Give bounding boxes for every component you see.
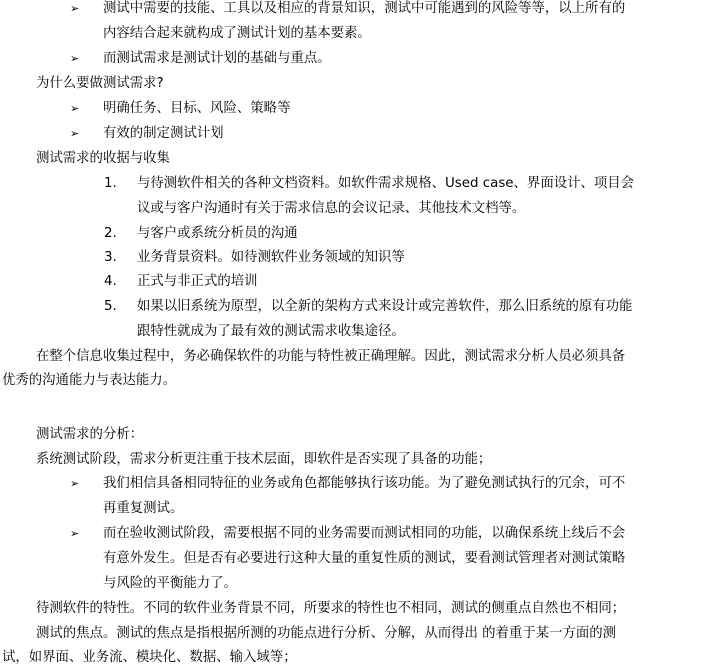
list-item-text: 与待测软件相关的各种文档资料。如软件需求规格、Used case、界面设计、项目会 [137, 176, 635, 191]
bullet-arrow-icon: ➢ [70, 102, 80, 115]
paragraph-text: 系统测试阶段，需求分析更注重于技术层面，即软件是否实现了具备的功能； [36, 452, 492, 467]
list-number: 3. [104, 250, 117, 265]
bullet-text: 内容结合起来就构成了测试计划的基本要素。 [103, 26, 371, 41]
bullet-arrow-icon: ➢ [70, 527, 80, 540]
bullet-text: 测试中需要的技能、工具以及相应的背景知识，测试中可能遇到的风险等等，以上所有的 [103, 1, 626, 16]
section-heading: 测试需求的收据与收集 [36, 151, 170, 166]
bullet-arrow-icon: ➢ [70, 477, 80, 490]
bullet-text: 明确任务、目标、风险、策略等 [103, 101, 291, 116]
paragraph-text: 待测软件的特性。不同的软件业务背景不同，所要求的特性也不相同，测试的侧重点自然也不相同； [36, 601, 626, 616]
section-heading: 测试需求的分析： [36, 427, 144, 442]
list-item-text: 正式与非正式的培训 [137, 274, 258, 289]
bullet-text: 而在验收测试阶段，需要根据不同的业务需要而测试相同的功能，以确保系统上线后不会 [103, 526, 626, 541]
section-heading: 为什么要做测试需求? [36, 76, 164, 91]
list-number: 1. [104, 176, 117, 191]
bullet-text: 而测试需求是测试计划的基础与重点。 [103, 51, 331, 66]
bullet-arrow-icon: ➢ [70, 127, 80, 140]
list-item-text: 跟特性就成为了最有效的测试需求收集途径。 [137, 324, 405, 339]
paragraph-text: 在整个信息收集过程中，务必确保软件的功能与特性被正确理解。因此，测试需求分析人员必须具备 [36, 349, 626, 364]
list-number: 4. [104, 274, 117, 289]
paragraph-text: 优秀的沟通能力与表达能力。 [2, 373, 177, 388]
paragraph-text: 测试的焦点。测试的焦点是指根据所测的功能点进行分析、分解，从而得出 的着重于某一方面的测 [36, 626, 617, 641]
list-item-text: 如果以旧系统为原型，以全新的架构方式来设计或完善软件，那么旧系统的原有功能 [137, 299, 633, 314]
list-item-text: 与客户或系统分析员的沟通 [137, 226, 298, 241]
bullet-text: 有效的制定测试计划 [103, 126, 224, 141]
paragraph-text: 试，如界面、业务流、模块化、数据、输入域等； [2, 650, 297, 665]
list-number: 5. [104, 299, 117, 314]
list-item-text: 议或与客户沟通时有关于需求信息的会议记录、其他技术文档等。 [137, 201, 526, 216]
bullet-text: 与风险的平衡能力了。 [103, 576, 237, 591]
bullet-arrow-icon: ➢ [70, 2, 80, 15]
list-item-text: 业务背景资料。如待测软件业务领域的知识等 [137, 250, 405, 265]
bullet-text: 我们相信具备相同特征的业务或角色都能够执行该功能。为了避免测试执行的冗余，可不 [103, 476, 626, 491]
list-number: 2. [104, 226, 117, 241]
bullet-text: 再重复测试。 [103, 501, 184, 516]
bullet-arrow-icon: ➢ [70, 52, 80, 65]
bullet-text: 有意外发生。但是否有必要进行这种大量的重复性质的测试，要看测试管理者对测试策略 [103, 551, 626, 566]
